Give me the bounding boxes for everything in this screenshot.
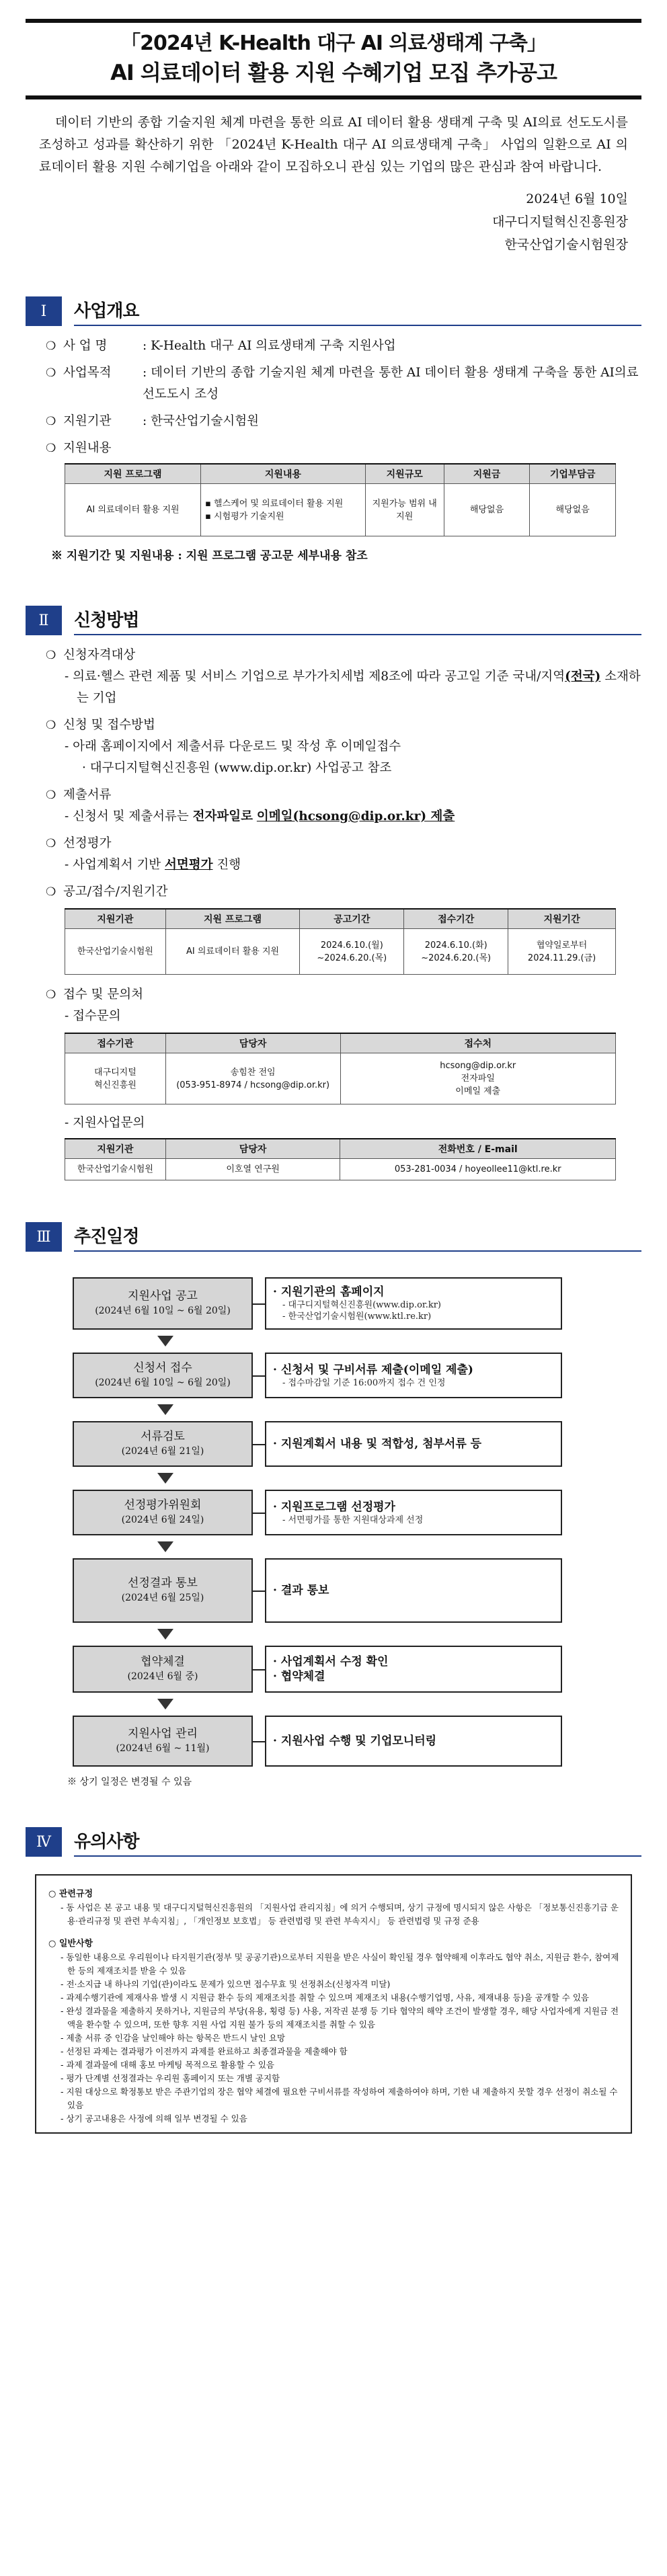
section-number: Ⅲ xyxy=(26,1222,62,1252)
section-title: 추진일정 xyxy=(74,1222,641,1252)
application-item: ❍ 선정평가 xyxy=(46,836,112,850)
section-header-notice xyxy=(26,1827,641,1857)
section-header-overview xyxy=(26,296,641,326)
application-item: ❍ 접수 및 문의처 xyxy=(46,988,143,1002)
notice-item: - 동일한 내용으로 우리원이나 타지원기관(정부 및 공공기관)으로부터 지원을 받은 사실이 확인될 경우 협약해제 이후라도 협약 취소, 지원금 환수, 참여제한 등의 제재조치를 받을 수 있음 xyxy=(61,1952,619,1976)
section-title: 사업개요 xyxy=(74,296,641,326)
schedule-step: 지원사업 관리 (2024년 6월 ~ 11월) · 지원사업 수행 및 기업모니터링 xyxy=(73,1716,641,1767)
section-title: 유의사항 xyxy=(74,1827,641,1857)
issuer-2: 한국산업기술시험원장 xyxy=(504,237,628,252)
title-banner xyxy=(26,19,641,99)
section-number: Ⅳ xyxy=(26,1827,62,1857)
overview-item: ❍ 지원내용 xyxy=(46,441,112,455)
section-title: 신청방법 xyxy=(74,606,641,635)
period-table: 지원기관 지원 프로그램 공고기간 접수기간 지원기간 한국산업기술시험원 AI 의료데이터 활용 지원 2024.6.10.(월) ~2024.6.20.(목) 2024.6.10.(화) ~2024.6.20.(목) 협약일로부터 2024.11.29.(금) xyxy=(65,908,616,975)
notice-item: - 상기 공고내용은 사정에 의해 일부 변경될 수 있음 xyxy=(61,2114,247,2124)
notice-item: - 완성 결과물을 제출하지 못하거나, 지원금의 부당(유용, 횡령 등) 사용, 저작권 분쟁 등 기타 협약의 해약 조건이 발생할 경우, 해당 사업자에게 지원금 전액을 환수할 수 있으며, 또한 향후 지원 사업 지원 불가 등의 제재조치를 취할 수 있음 xyxy=(61,2006,619,2029)
schedule-step: 협약체결 (2024년 6월 중) · 사업계획서 수정 확인 · 협약체결 xyxy=(73,1646,641,1693)
overview-item: ❍ 지원기관 : 한국산업기술시험원 xyxy=(46,414,259,428)
notice-item: - 평가 단계별 선정결과는 우리원 홈페이지 또는 개별 공지함 xyxy=(61,2073,280,2083)
contact-table: 접수기관 담당자 접수처 대구디지털 혁신진흥원 송힘찬 전임 (053-951-8974 / hcsong@dip.or.kr) hcsong@dip.or.kr 전자파일 이메일 제출 xyxy=(65,1033,616,1104)
issuer-1: 대구디지털혁신진흥원장 xyxy=(492,214,628,229)
arrow-down-icon xyxy=(157,1404,173,1415)
arrow-down-icon xyxy=(157,1541,173,1552)
notice-item: - 전·소지급 내 하나의 기업(관)이라도 문제가 있으면 접수무효 및 선정취소(신청자격 미달) xyxy=(61,1979,391,1989)
notice-item: - 과제 결과물에 대해 홍보 마케팅 목적으로 활용할 수 있음 xyxy=(61,2060,274,2070)
application-item: ❍ 신청자격대상 xyxy=(46,648,136,662)
title-line-1: 「2024년 K-Health 대구 AI 의료생태계 구축」 xyxy=(120,32,547,55)
overview-item: ❍ 사업목적 : 데이터 기반의 종합 기술지원 체계 마련을 통한 AI 데이터 활용 생태계 구축을 통한 AI의료 선도도시 조성 xyxy=(46,366,639,401)
arrow-down-icon xyxy=(157,1629,173,1640)
section-header-schedule xyxy=(26,1222,641,1252)
program-cell: AI 의료데이터 활용 지원 xyxy=(65,484,201,536)
schedule-step: 신청서 접수 (2024년 6월 10일 ~ 6월 20일) · 신청서 및 구비서류 제출(이메일 제출) - 접수마감일 기준 16:00까지 접수 건 인정 xyxy=(73,1353,641,1398)
announcement-page: 「2024년 K-Health 대구 AI 의료생태계 구축」 AI 의료데이터 활용 지원 수혜기업 모집 추가공고 데이터 기반의 종합 기술지원 체계 마련을 통한 의료 AI 데이터 활용 생태계 구축 및 AI의료 선도도시를 조성하고 성과를 확산하기 위한 「2024년 K-Health 대구 AI 의료생태계 구축」 사업의 일환으로 AI 의료데이터 활용 지원 수혜기업을 아래와 같이 모집하오니 관심 있는 기업의 많은 관심과 참여 바랍니다. 2024년 6월 10일 대구디지털혁신진흥원장 한국산업기술시험원장 Ⅰ 사업개요 ❍ 사 업 명 : K-Health 대구 AI 의료생태계 구축 지원사업 ❍ 사업목적 : 데이터 기반의 종합 기술지원 체계 마련을 통한 AI 데이터 활용 생태계 구축을 통한 AI의료 선도도시 조성 ❍ 지원기관 : 한국산업기술시험원 ❍ 지원내용 지원 프로그램 지원내용 지원규모 지원금 기업부담금 AI 의료데이터 활용 지원 ▪ 헬스케어 및 의료데이터 활용 지원 ▪ 시험평가 기술지원 지원가능 범위 내 지원 해당없음 해당없음 ※ 지원기간 및 지원내용 : 지원 프로그램 공고문 세부내용 참조 Ⅱ 신청방법 ❍ 신청자격대상 - 의료·헬스 관련 제품 및 서비스 기업으로 부가가치세법 제8조에 따라 공고일 기준 국내/지역(전국) 소재하는 기업 ❍ 신청 및 접수방법 - 아래 홈페이지에서 제출서류 다운로드 및 작성 후 이메일접수 · 대구디지털혁신진흥원 (www.dip.or.kr) 사업공고 참조 ❍ 제출서류 - 신청서 및 제출서류는 전자파일로 이메일(hcsong@dip.or.kr) 제출 ❍ 선정평가 - 사업계획서 기반 서면평가 진행 ❍ 공고/접수/지원기간 지원기관 지원 프로그램 공고기간 접수기간 지원기간 한국산업기술시험원 AI 의료데이터 활용 지원 2024.6.10.(월) ~2024.6.20.(목) 2024.6.10.(화) ~2024.6.20.(목) 협약일로부터 2024.11.29.(금) ❍ 접수 및 문의처 - 접수문의 접수기관 담당자 접수처 대구디지털 혁신진흥원 송힘찬 전임 (053-951-8974 / hcsong@dip.or.kr) hcsong@dip.or.kr 전자파일 이메일 제출 - 지원사업문의 지원기관 담당자 전화번호 / E-mail 한국산업기술시험원 이호열 연구원 053-281-0034 / hoyeollee11@ktl.re.kr Ⅲ 추진일정 지원사업 공고 (2024년 6월 10일 ~ 6월 20일) · 지원기관의 홈페이지 - 대구디지털혁신진흥원(www.dip.or.kr) - 한국산업기술시험원(www.ktl.re.kr) 신청서 접수 (2024년 6월 10일 ~ 6월 20일) · 신청서 및 구비서류 제출(이메일 제출) - 접수마감일 기준 16:00까지 접수 건 인정 서류검토 (2024년 6월 21일) · 지원계획서 내용 및 적합성, 첨부서류 등 선정평가위원회 (2024년 6월 24일) · 지원프로그램 선정평가 - 서면평가를 통한 지원대상과제 선정 선정결과 통보 (2024년 6월 25일) · 결과 통보 협약체결 (2024년 6월 중) · 사업계획서 수정 확인 · 협약체결 지원사업 관리 (2024년 6월 ~ 11월) · 지원사업 수행 및 기업모니터링 ※ 상기 일정은 변경될 수 있음 Ⅳ 유의사항 ○ 관련규정 - 동 사업은 본 공고 내용 및 대구디지털혁신진흥원의 「지원사업 관리지침」에 의거 수행되며, 상기 규정에 명시되지 않은 사항은 「정보통신진흥기금 운용·관리규정 및 관련 부속지침」, 「개인정보 보호법」 등 관련법령 및 관련 부속지시」 등 관련법령 및 규정 준용 ○ 일반사항 - 동일한 내용으로 우리원이나 타지원기관(정부 및 공공기관)으로부터 지원을 받은 사실이 확인될 경우 협약해제 이후라도 협약 취소, 지원금 환수, 참여제한 등의 제재조치를 받을 수 있음 - 전·소지급 내 하나의 기업(관)이라도 문제가 있으면 접수무효 및 선정취소(신청자격 미달) - 과제수행기관에 제재사유 발생 시 지원금 환수 등의 제재조치를 취할 수 있으며 제재조치 내용(수행기업명, 사유, 제재내용 등)을 공개할 수 있음 - 완성 결과물을 제출하지 못하거나, 지원금의 부당(유용, 횡령 등) 사용, 저작권 분쟁 등 기타 협약의 해약 조건이 발생할 경우, 해당 사업자에게 지원금 전액을 환수할 수 있으며, 또한 향후 지원 사업 지원 불가 등의 제재조치를 취할 수 있음 - 제출 서류 중 인감을 날인해야 하는 항목은 반드시 날인 요망 - 선정된 과제는 결과평가 이전까지 과제를 완료하고 최종결과물을 제출해야 함 - 과제 결과물에 대해 홍보 마케팅 목적으로 활용할 수 있음 - 평가 단계별 선정결과는 우리원 홈페이지 또는 개별 공지함 - 지원 대상으로 확정통보 받은 주관기업의 장은 협약 체결에 필요한 구비서류를 작성하여 제출하여야 하며, 기한 내 제출하지 못할 경우 선정이 취소될 수 있음 - 상기 공고내용은 사정에 의해 일부 변경될 수 있음 xyxy=(0,0,667,2576)
arrow-down-icon xyxy=(157,1336,173,1346)
inquiry-table: 지원기관 담당자 전화번호 / E-mail 한국산업기술시험원 이호열 연구원 053-281-0034 / hoyeollee11@ktl.re.kr xyxy=(65,1138,616,1180)
schedule-step: 지원사업 공고 (2024년 6월 10일 ~ 6월 20일) · 지원기관의 홈페이지 - 대구디지털혁신진흥원(www.dip.or.kr) - 한국산업기술시험원(www.ktl.re.kr) xyxy=(73,1277,641,1330)
intro-paragraph: 데이터 기반의 종합 기술지원 체계 마련을 통한 의료 AI 데이터 활용 생태계 구축 및 AI의료 선도도시를 조성하고 성과를 확산하기 위한 「2024년 K-Health 대구 AI 의료생태계 구축」 사업의 일환으로 AI 의료데이터 활용 지원 수혜기업을 아래와 같이 모집하오니 관심 있는 기업의 많은 관심과 참여 바랍니다. xyxy=(39,115,628,174)
section-number: Ⅱ xyxy=(26,606,62,635)
schedule-step: 선정결과 통보 (2024년 6월 25일) · 결과 통보 xyxy=(73,1558,641,1623)
announcement-date: 2024년 6월 10일 xyxy=(526,192,628,206)
arrow-down-icon xyxy=(157,1699,173,1709)
arrow-down-icon xyxy=(157,1473,173,1484)
schedule-flow xyxy=(26,1277,641,1767)
date-block xyxy=(26,188,628,256)
schedule-step: 선정평가위원회 (2024년 6월 24일) · 지원프로그램 선정평가 - 서면평가를 통한 지원대상과제 선정 xyxy=(73,1490,641,1535)
support-table: 지원 프로그램 지원내용 지원규모 지원금 기업부담금 AI 의료데이터 활용 지원 ▪ 헬스케어 및 의료데이터 활용 지원 ▪ 시험평가 기술지원 지원가능 범위 내 지원 해당없음 해당없음 xyxy=(65,463,616,536)
application-item: ❍ 제출서류 xyxy=(46,788,112,802)
title-line-2: AI 의료데이터 활용 지원 수혜기업 모집 추가공고 xyxy=(110,60,557,85)
application-item: ❍ 신청 및 접수방법 xyxy=(46,718,155,732)
support-note: ※ 지원기간 및 지원내용 : 지원 프로그램 공고문 세부내용 참조 xyxy=(51,549,368,563)
notice-box: ○ 관련규정 - 동 사업은 본 공고 내용 및 대구디지털혁신진흥원의 「지원사업 관리지침」에 의거 수행되며, 상기 규정에 명시되지 않은 사항은 「정보통신진흥기금 운용·관리규정 및 관련 부속지침」, 「개인정보 보호법」 등 관련법령 및 관련 부속지시」 등 관련법령 및 규정 준용 ○ 일반사항 - 동일한 내용으로 우리원이나 타지원기관(정부 및 공공기관)으로부터 지원을 받은 사실이 확인될 경우 협약해제 이후라도 협약 취소, 지원금 환수, 참여제한 등의 제재조치를 받을 수 있음 - 전·소지급 내 하나의 기업(관)이라도 문제가 있으면 접수무효 및 선정취소(신청자격 미달) - 과제수행기관에 제재사유 발생 시 지원금 환수 등의 제재조치를 취할 수 있으며 제재조치 내용(수행기업명, 사유, 제재내용 등)을 공개할 수 있음 - 완성 결과물을 제출하지 못하거나, 지원금의 부당(유용, 횡령 등) 사용, 저작권 분쟁 등 기타 협약의 해약 조건이 발생할 경우, 해당 사업자에게 지원금 전액을 환수할 수 있으며, 또한 향후 지원 사업 지원 불가 등의 제재조치를 취할 수 있음 - 제출 서류 중 인감을 날인해야 하는 항목은 반드시 날인 요망 - 선정된 과제는 결과평가 이전까지 과제를 완료하고 최종결과물을 제출해야 함 - 과제 결과물에 대해 홍보 마케팅 목적으로 활용할 수 있음 - 평가 단계별 선정결과는 우리원 홈페이지 또는 개별 공지함 - 지원 대상으로 확정통보 받은 주관기업의 장은 협약 체결에 필요한 구비서류를 작성하여 제출하여야 하며, 기한 내 제출하지 못할 경우 선정이 취소될 수 있음 - 상기 공고내용은 사정에 의해 일부 변경될 수 있음 xyxy=(35,1874,632,2134)
notice-item: - 제출 서류 중 인감을 날인해야 하는 항목은 반드시 날인 요망 xyxy=(61,2033,286,2043)
notice-item: - 지원 대상으로 확정통보 받은 주관기업의 장은 협약 체결에 필요한 구비서류를 작성하여 제출하여야 하며, 기한 내 제출하지 못할 경우 선정이 취소될 수 있음 xyxy=(61,2087,618,2110)
section-number: Ⅰ xyxy=(26,296,62,326)
schedule-step: 서류검토 (2024년 6월 21일) · 지원계획서 내용 및 적합성, 첨부서류 등 xyxy=(73,1421,641,1467)
overview-item: ❍ 사 업 명 : K-Health 대구 AI 의료생태계 구축 지원사업 xyxy=(46,339,396,353)
section-header-application xyxy=(26,606,641,635)
notice-item: - 과제수행기관에 제재사유 발생 시 지원금 환수 등의 제재조치를 취할 수 있으며 제재조치 내용(수행기업명, 사유, 제재내용 등)을 공개할 수 있음 xyxy=(61,1993,589,2003)
application-item: ❍ 공고/접수/지원기간 xyxy=(46,885,168,899)
notice-item: - 선정된 과제는 결과평가 이전까지 과제를 완료하고 최종결과물을 제출해야 함 xyxy=(61,2046,348,2056)
schedule-note: ※ 상기 일정은 변경될 수 있음 xyxy=(67,1777,192,1787)
